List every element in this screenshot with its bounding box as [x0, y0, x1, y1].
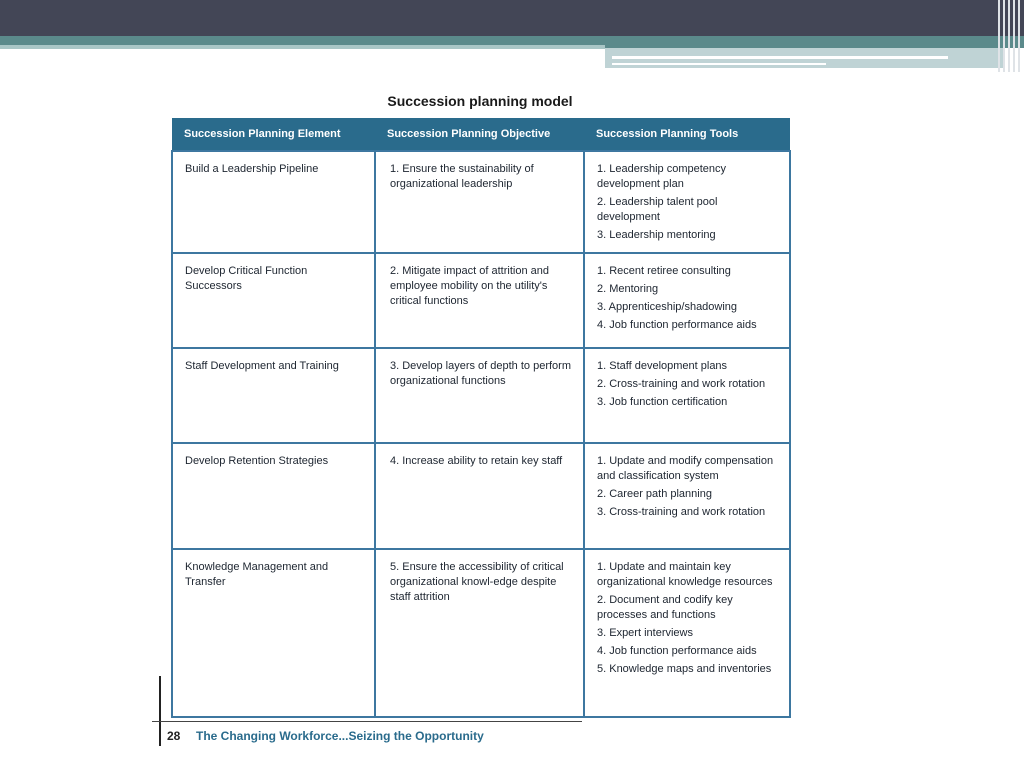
- slide-corner-stripes: [994, 0, 1024, 72]
- tool-item: 3. Job function certification: [597, 396, 728, 408]
- tool-item: 3. Leadership mentoring: [597, 229, 716, 241]
- tool-item: 4. Job function performance aids: [597, 319, 757, 331]
- slide-accent-rule: [612, 56, 948, 59]
- tools-cell: [584, 549, 790, 717]
- succession-planning-table: [171, 118, 791, 718]
- tool-item: 5. Knowledge maps and inventories: [597, 663, 772, 675]
- footer-vertical-rule: [159, 676, 161, 746]
- element-cell: Build a Leadership Pipeline: [172, 151, 375, 253]
- tools-cell: [584, 151, 790, 253]
- tool-item: 2. Leadership talent pool development: [597, 196, 718, 223]
- table-row: [172, 348, 790, 443]
- slide-accent-rule-short: [612, 63, 826, 65]
- objective-cell: 1. Ensure the sustainability of organizational leadership: [375, 151, 584, 253]
- objective-cell: 5. Ensure the accessibility of critical organizational knowl-edge despite staff attrition: [375, 549, 584, 717]
- tools-cell: [584, 348, 790, 443]
- page-number: 28: [167, 729, 181, 743]
- table-row: [172, 151, 790, 253]
- footer-horizontal-rule: [152, 721, 582, 722]
- objective-cell: 3. Develop layers of depth to perform organizational functions: [375, 348, 584, 443]
- slide-header-bar: [0, 0, 1024, 36]
- table-row: [172, 549, 790, 717]
- column-header: Succession Planning Element: [172, 118, 375, 151]
- publication-title: The Changing Workforce...Seizing the Opportunity: [196, 729, 484, 743]
- element-cell: Knowledge Management and Transfer: [172, 549, 375, 717]
- tool-item: 3. Expert interviews: [597, 627, 693, 639]
- slide-accent-line: [0, 45, 605, 49]
- table-row: [172, 443, 790, 549]
- objective-cell: 2. Mitigate impact of attrition and employee mobility on the utility's critical functions: [375, 253, 584, 348]
- objective-cell: 4. Increase ability to retain key staff: [375, 443, 584, 549]
- tool-item: 1. Staff development plans: [597, 360, 728, 372]
- tool-item: 1. Leadership competency development plan: [597, 163, 727, 190]
- tool-item: 2. Mentoring: [597, 283, 659, 295]
- table-header-row: [172, 118, 790, 151]
- tool-item: 3. Apprenticeship/shadowing: [597, 301, 738, 313]
- element-cell: Develop Retention Strategies: [172, 443, 375, 549]
- tool-item: 3. Cross-training and work rotation: [597, 506, 766, 518]
- column-header: Succession Planning Tools: [584, 118, 790, 151]
- tool-item: 1. Recent retiree consulting: [597, 265, 731, 277]
- tool-item: 4. Job function performance aids: [597, 645, 757, 657]
- tool-item: 2. Cross-training and work rotation: [597, 378, 766, 390]
- tools-cell: [584, 443, 790, 549]
- table-row: [172, 253, 790, 348]
- tool-item: 2. Document and codify key processes and functions: [597, 594, 733, 621]
- element-cell: Staff Development and Training: [172, 348, 375, 443]
- tool-item: 1. Update and modify compensation and classification system: [597, 455, 774, 482]
- tools-cell: [584, 253, 790, 348]
- column-header: Succession Planning Objective: [375, 118, 584, 151]
- tool-item: 2. Career path planning: [597, 488, 712, 500]
- document-title: Succession planning model: [387, 93, 573, 109]
- element-cell: Develop Critical Function Successors: [172, 253, 375, 348]
- tool-item: 1. Update and maintain key organizational knowledge resources: [597, 561, 773, 588]
